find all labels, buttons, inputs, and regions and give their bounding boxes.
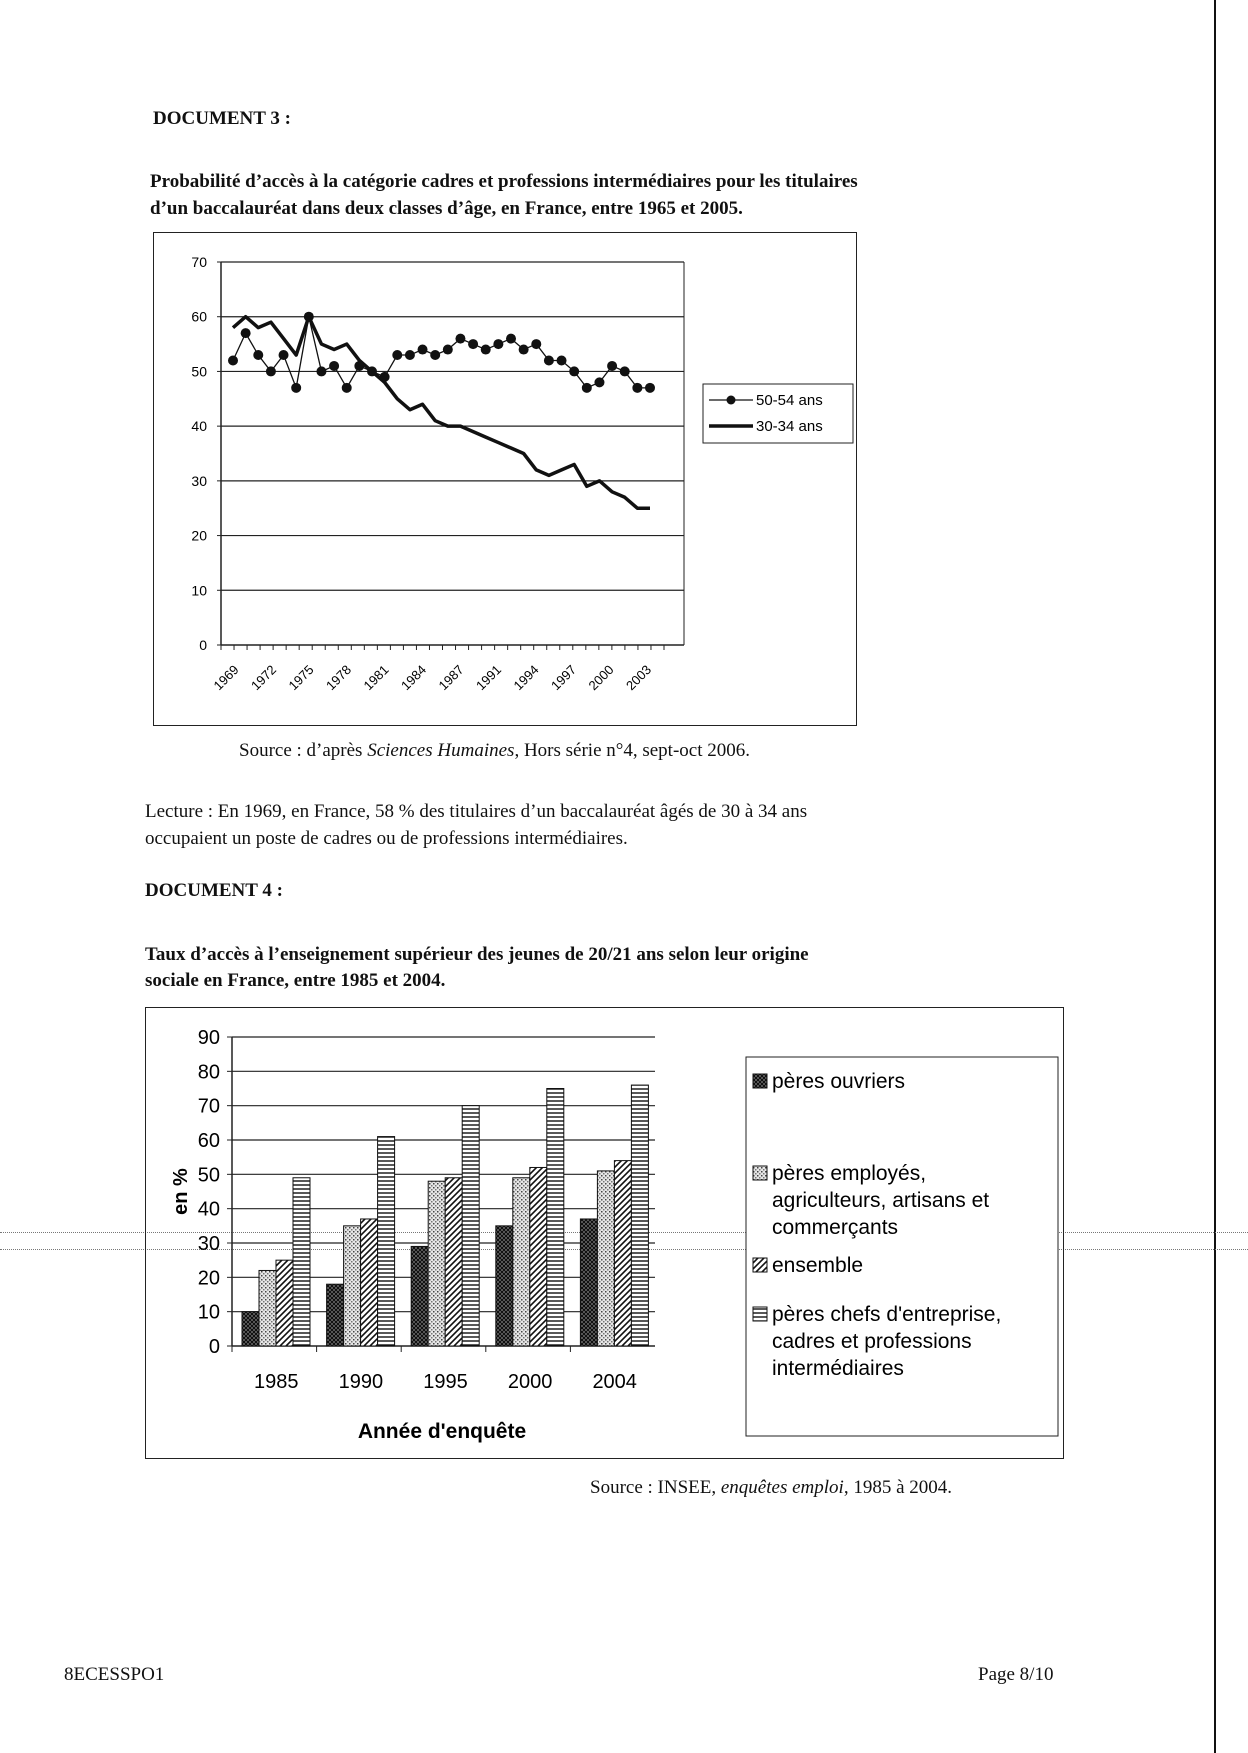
data-point-50-54 (607, 361, 617, 371)
data-point-50-54 (594, 377, 604, 387)
bar (597, 1171, 614, 1346)
legend-label-30-34: 30-34 ans (756, 418, 823, 435)
doc3-heading: DOCUMENT 3 : (153, 108, 291, 129)
bar (547, 1089, 564, 1347)
x-tick-label: 1985 (254, 1371, 299, 1393)
data-point-50-54 (367, 366, 377, 376)
x-tick-label: 1995 (423, 1371, 468, 1393)
bar (496, 1226, 513, 1346)
bar (361, 1219, 378, 1346)
doc3-title-line2: d’un baccalauréat dans deux classes d’âge, en France, entre 1965 et 2005. (150, 198, 743, 219)
y-tick-label: 70 (191, 254, 207, 270)
y-tick-label: 10 (197, 1301, 220, 1324)
bar (276, 1260, 293, 1346)
x-tick-label: 2000 (507, 1371, 553, 1393)
legend-label: pères chefs d'entreprise, (772, 1303, 1002, 1326)
legend-label: ensemble (772, 1254, 864, 1277)
bar (259, 1270, 276, 1346)
bar (580, 1219, 597, 1346)
y-tick-label: 50 (191, 363, 207, 380)
data-point-50-54 (405, 350, 415, 360)
doc4-source (590, 1477, 952, 1499)
data-point-50-54 (443, 345, 453, 355)
series-line-30-34 (233, 317, 650, 509)
y-tick-label: 90 (197, 1027, 220, 1049)
data-point-50-54 (266, 366, 276, 376)
legend-label: agriculteurs, artisans et (772, 1189, 990, 1212)
doc4-heading: DOCUMENT 4 : (145, 880, 283, 901)
data-point-50-54 (519, 345, 529, 355)
x-tick-label: 1972 (248, 662, 280, 694)
data-point-50-54 (506, 334, 516, 344)
doc4-bar-chart (145, 1007, 1064, 1459)
doc3-title-line1: Probabilité d’accès à la catégorie cadres et professions intermédiaires pour les titulaires (150, 171, 858, 192)
footer-code: 8ECESSPO1 (64, 1664, 165, 1685)
legend-label: cadres et professions (772, 1330, 972, 1353)
data-point-50-54 (342, 383, 352, 393)
doc4-source-publication: enquêtes emploi (720, 1477, 844, 1498)
legend-swatch (753, 1307, 767, 1321)
legend-swatch (753, 1258, 767, 1272)
data-point-50-54 (557, 355, 567, 365)
data-point-50-54 (228, 355, 238, 365)
x-tick-label: 1987 (435, 662, 467, 694)
data-point-50-54 (582, 383, 592, 393)
data-point-50-54 (493, 339, 503, 349)
bar (411, 1246, 428, 1346)
y-tick-label: 70 (197, 1095, 220, 1118)
data-point-50-54 (279, 350, 289, 360)
data-point-50-54 (418, 345, 428, 355)
x-tick-label: 2003 (623, 662, 655, 694)
data-point-50-54 (304, 312, 314, 322)
x-tick-label: 2004 (592, 1371, 637, 1393)
bar (631, 1085, 648, 1346)
doc3-line-chart (153, 232, 857, 726)
data-point-50-54 (316, 366, 326, 376)
doc3-reading-line2: occupaient un poste de cadres ou de professions intermédiaires. (145, 828, 628, 849)
data-point-50-54 (632, 383, 642, 393)
data-point-50-54 (253, 350, 263, 360)
data-point-50-54 (468, 339, 478, 349)
doc3-source-suffix: , Hors série n°4, sept-oct 2006. (514, 740, 750, 761)
y-tick-label: 30 (197, 1233, 220, 1255)
y-tick-label: 0 (208, 1336, 220, 1358)
y-axis-title: en % (170, 1168, 192, 1215)
x-tick-label: 1978 (323, 662, 355, 694)
bar (614, 1161, 631, 1346)
y-tick-label: 80 (197, 1061, 220, 1084)
footer-page-number: Page 8/10 (978, 1664, 1054, 1685)
y-tick-label: 60 (197, 1130, 220, 1152)
y-tick-label: 20 (197, 1267, 220, 1290)
x-tick-label: 1984 (398, 662, 430, 694)
y-tick-label: 40 (191, 418, 207, 435)
bar (445, 1178, 462, 1346)
data-point-50-54 (380, 372, 390, 382)
bar (530, 1167, 547, 1346)
bar (293, 1178, 310, 1346)
bar (428, 1181, 445, 1346)
y-tick-label: 50 (197, 1164, 220, 1187)
legend-label-50-54: 50-54 ans (756, 392, 823, 409)
data-point-50-54 (329, 361, 339, 371)
data-point-50-54 (544, 355, 554, 365)
bar (344, 1226, 361, 1346)
doc4-title-line1: Taux d’accès à l’enseignement supérieur des jeunes de 20/21 ans selon leur origine (145, 944, 809, 965)
data-point-50-54 (620, 366, 630, 376)
legend-label: pères ouvriers (772, 1070, 906, 1093)
y-tick-label: 60 (191, 308, 207, 325)
data-point-50-54 (531, 339, 541, 349)
bar (462, 1106, 479, 1346)
doc3-source (239, 740, 750, 762)
legend-label: pères employés, (772, 1162, 927, 1185)
bar (513, 1178, 530, 1346)
legend-swatch (753, 1074, 767, 1088)
y-tick-label: 0 (199, 637, 207, 653)
x-axis-title: Année d'enquête (357, 1420, 527, 1443)
x-tick-label: 1997 (548, 662, 580, 694)
bar (242, 1312, 259, 1346)
data-point-50-54 (241, 328, 251, 338)
x-tick-label: 1969 (210, 662, 242, 694)
doc3-reading-line1: Lecture : En 1969, en France, 58 % des titulaires d’un baccalauréat âgés de 30 à 34 ans (145, 801, 808, 822)
x-tick-label: 1975 (285, 662, 317, 694)
doc3-source-publication: Sciences Humaines (367, 740, 515, 761)
legend-label: intermédiaires (772, 1357, 904, 1380)
x-tick-label: 1994 (510, 662, 542, 694)
y-tick-label: 20 (191, 527, 207, 544)
data-point-50-54 (354, 361, 364, 371)
doc4-source-prefix: Source : INSEE, (590, 1477, 721, 1498)
data-point-50-54 (455, 334, 465, 344)
doc4-title-line2: sociale en France, entre 1985 et 2004. (145, 970, 446, 991)
data-point-50-54 (392, 350, 402, 360)
data-point-50-54 (430, 350, 440, 360)
data-point-50-54 (481, 345, 491, 355)
data-point-50-54 (645, 383, 655, 393)
legend-swatch (753, 1166, 767, 1180)
data-point-50-54 (569, 366, 579, 376)
data-point-50-54 (291, 383, 301, 393)
x-tick-label: 1990 (338, 1371, 384, 1393)
bar (378, 1137, 395, 1346)
doc3-source-prefix: Source : d’après (239, 740, 368, 761)
legend-label: commerçants (772, 1216, 899, 1239)
x-tick-label: 1991 (473, 662, 505, 694)
y-tick-label: 40 (197, 1198, 220, 1221)
y-tick-label: 30 (191, 472, 207, 489)
doc4-source-suffix: , 1985 à 2004. (843, 1477, 952, 1498)
x-tick-label: 2000 (585, 662, 617, 694)
legend-marker-50-54 (727, 396, 736, 405)
y-tick-label: 10 (191, 582, 207, 599)
bar (327, 1284, 344, 1346)
x-tick-label: 1981 (360, 662, 392, 694)
right-margin-line (1214, 0, 1216, 1753)
